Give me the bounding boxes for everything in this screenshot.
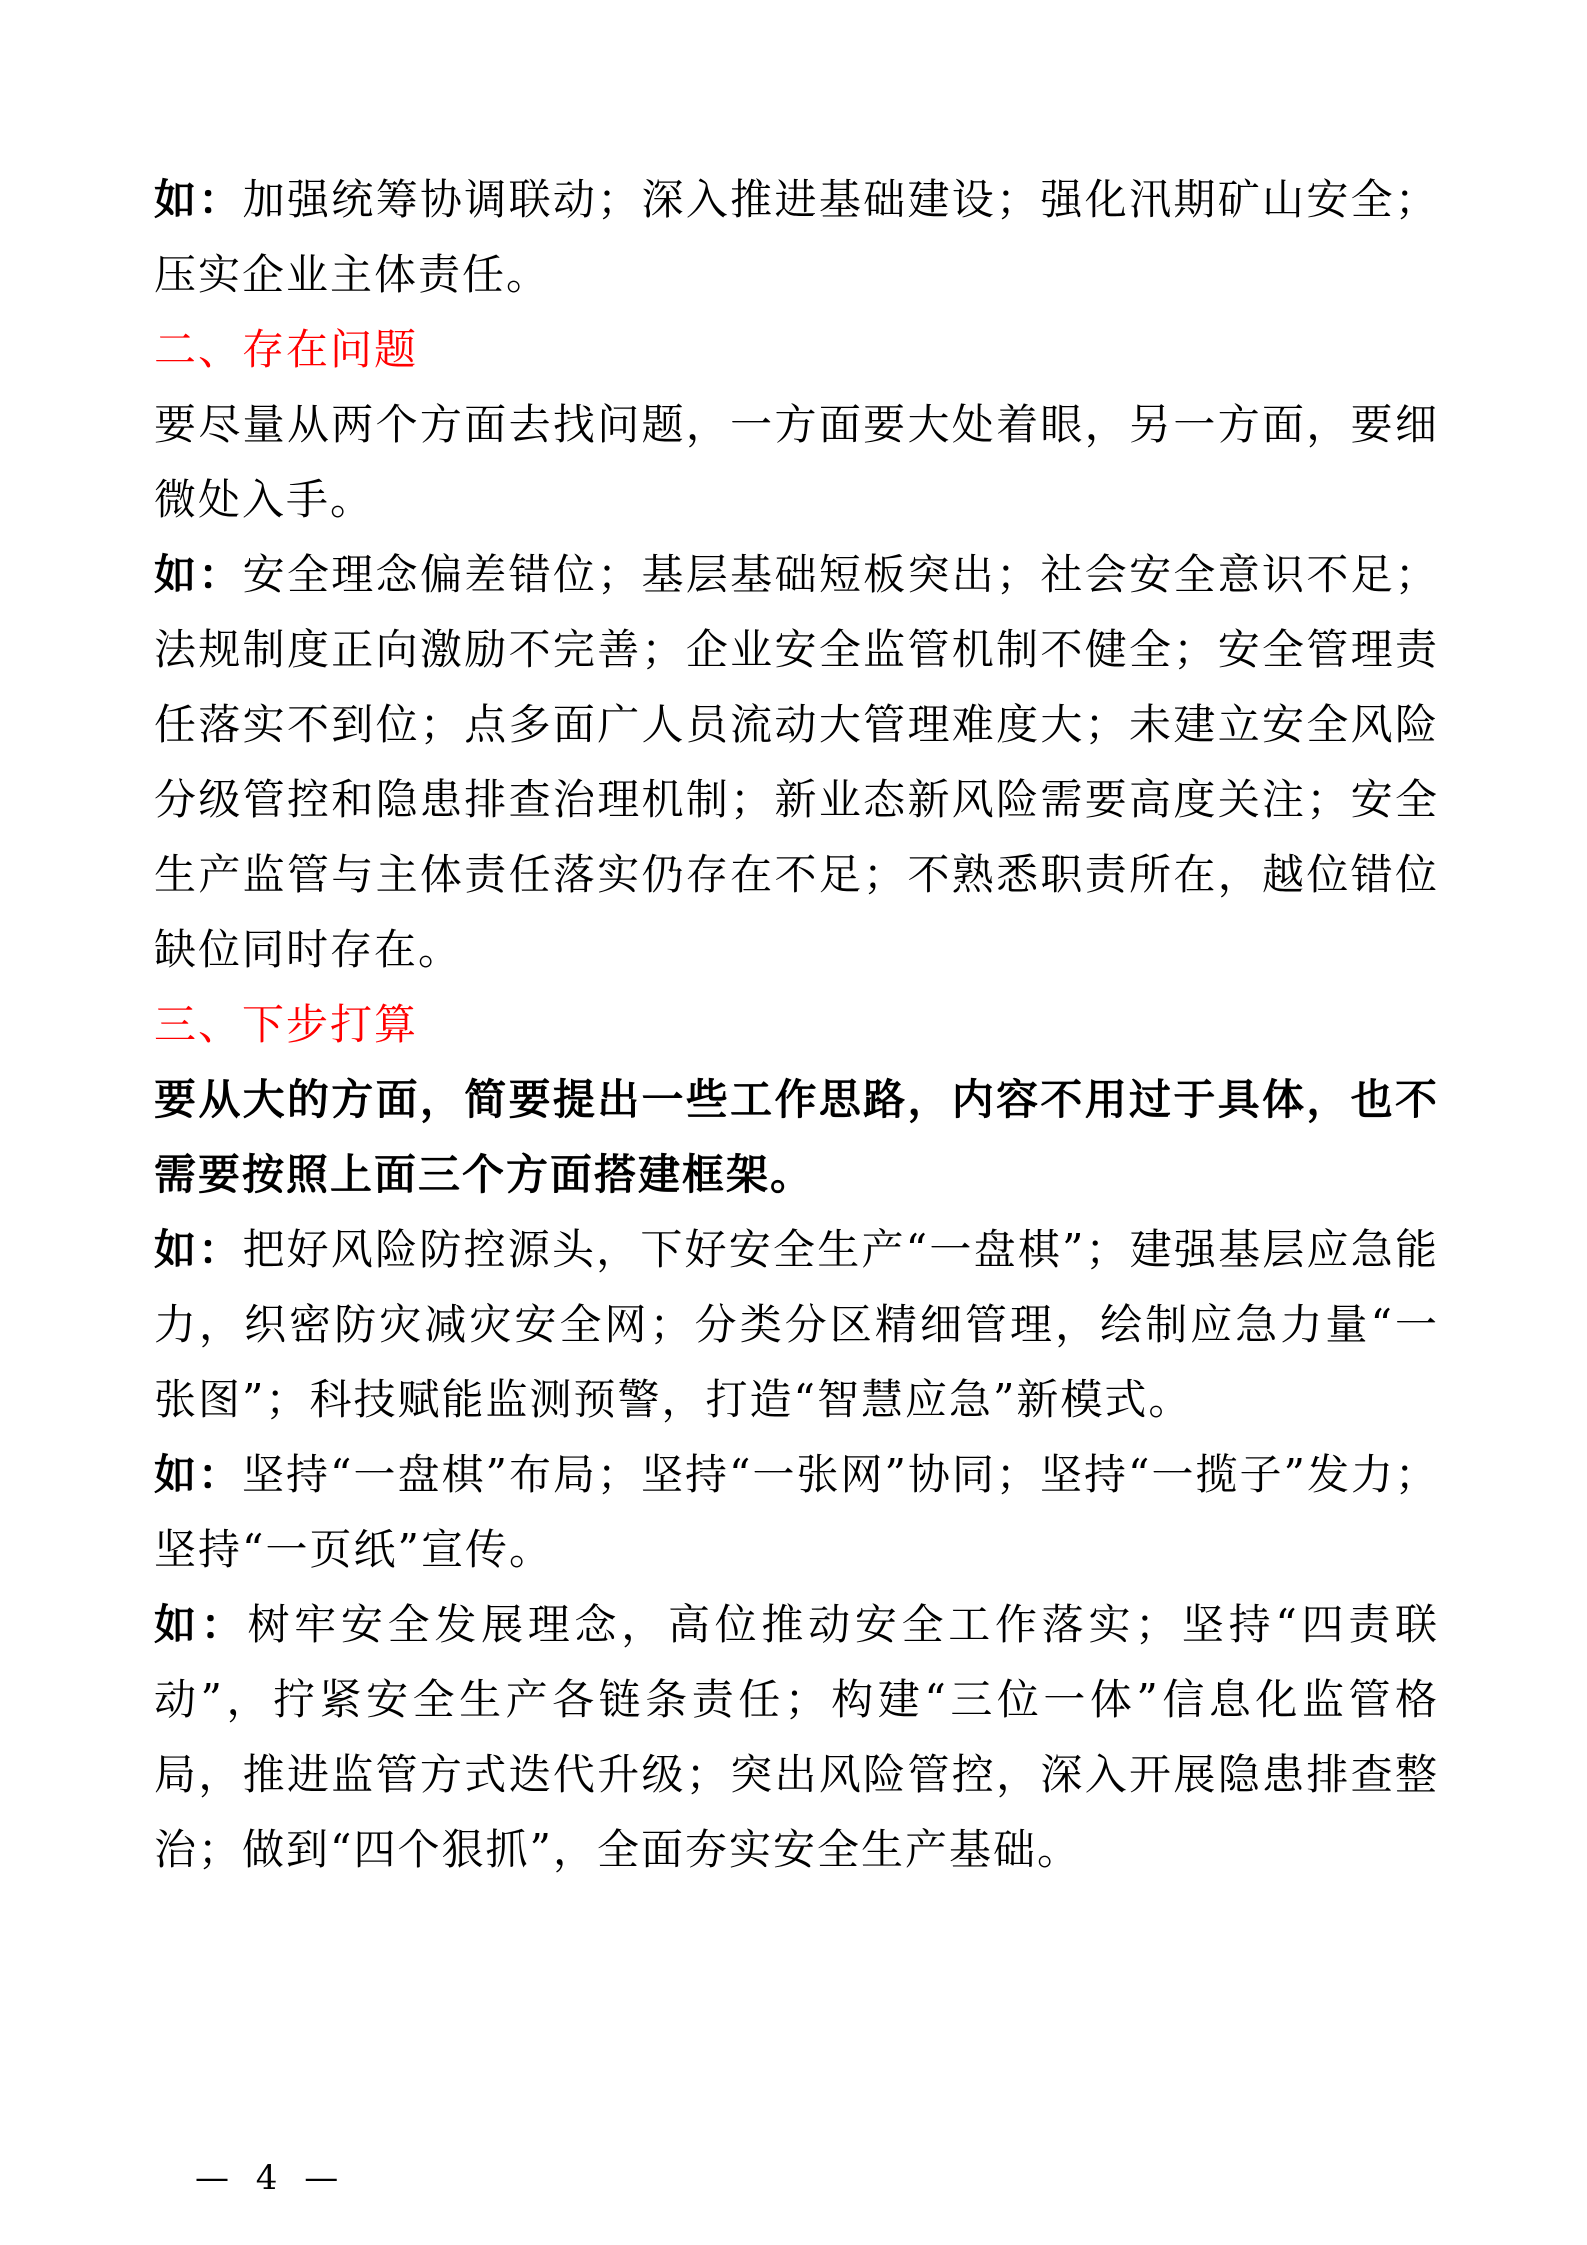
paragraph-next-steps-intro: 要从大的方面，简要提出一些工作思路，内容不用过于具体，也不需要按照上面三个方面搭建框架。: [154, 1075, 1439, 1199]
example-text: 加强统筹协调联动；深入推进基础建设；强化汛期矿山安全；压实企业主体责任。: [154, 175, 1439, 299]
paragraph-example-5: [154, 1587, 1439, 1887]
page-number: — 4 —: [195, 2158, 347, 2198]
paragraph-problems-intro: 要尽量从两个方面去找问题，一方面要大处着眼，另一方面，要细微处入手。: [154, 400, 1439, 524]
example-label: 如：: [154, 1450, 243, 1499]
paragraph-example-3: [154, 1212, 1439, 1437]
paragraph-example-2: [154, 537, 1439, 987]
section-heading-next-steps: 三、下步打算: [154, 1000, 419, 1049]
example-text: 树牢安全发展理念，高位推动安全工作落实；坚持“四责联动”，拧紧安全生产各链条责任；构建“三位一体”信息化监管格局，推进监管方式迭代升级；突出风险管控，深入开展隐患排查整治；做到“四个狠抓”，全面夯实安全生产基础。: [154, 1600, 1439, 1874]
example-label: 如：: [154, 175, 243, 224]
example-label: 如：: [154, 1225, 243, 1274]
paragraph-example-1: [154, 162, 1439, 312]
paragraph-example-4: [154, 1437, 1439, 1587]
example-label: 如：: [154, 550, 243, 599]
section-heading-problems: 二、存在问题: [154, 325, 419, 374]
example-text: 坚持“一盘棋”布局；坚持“一张网”协同；坚持“一揽子”发力；坚持“一页纸”宣传。: [154, 1450, 1439, 1574]
example-label: 如：: [154, 1600, 248, 1649]
example-text: 安全理念偏差错位；基层基础短板突出；社会安全意识不足；法规制度正向激励不完善；企业安全监管机制不健全；安全管理责任落实不到位；点多面广人员流动大管理难度大；未建立安全风险分级管控和隐患排查治理机制；新业态新风险需要高度关注；安全生产监管与主体责任落实仍存在不足；不熟悉职责所在，越位错位缺位同时存在。: [154, 550, 1439, 974]
document-body: [154, 162, 1439, 1887]
example-text: 把好风险防控源头，下好安全生产“一盘棋”；建强基层应急能力，织密防灾减灾安全网；分类分区精细管理，绘制应急力量“一张图”；科技赋能监测预警，打造“智慧应急”新模式。: [154, 1225, 1439, 1424]
